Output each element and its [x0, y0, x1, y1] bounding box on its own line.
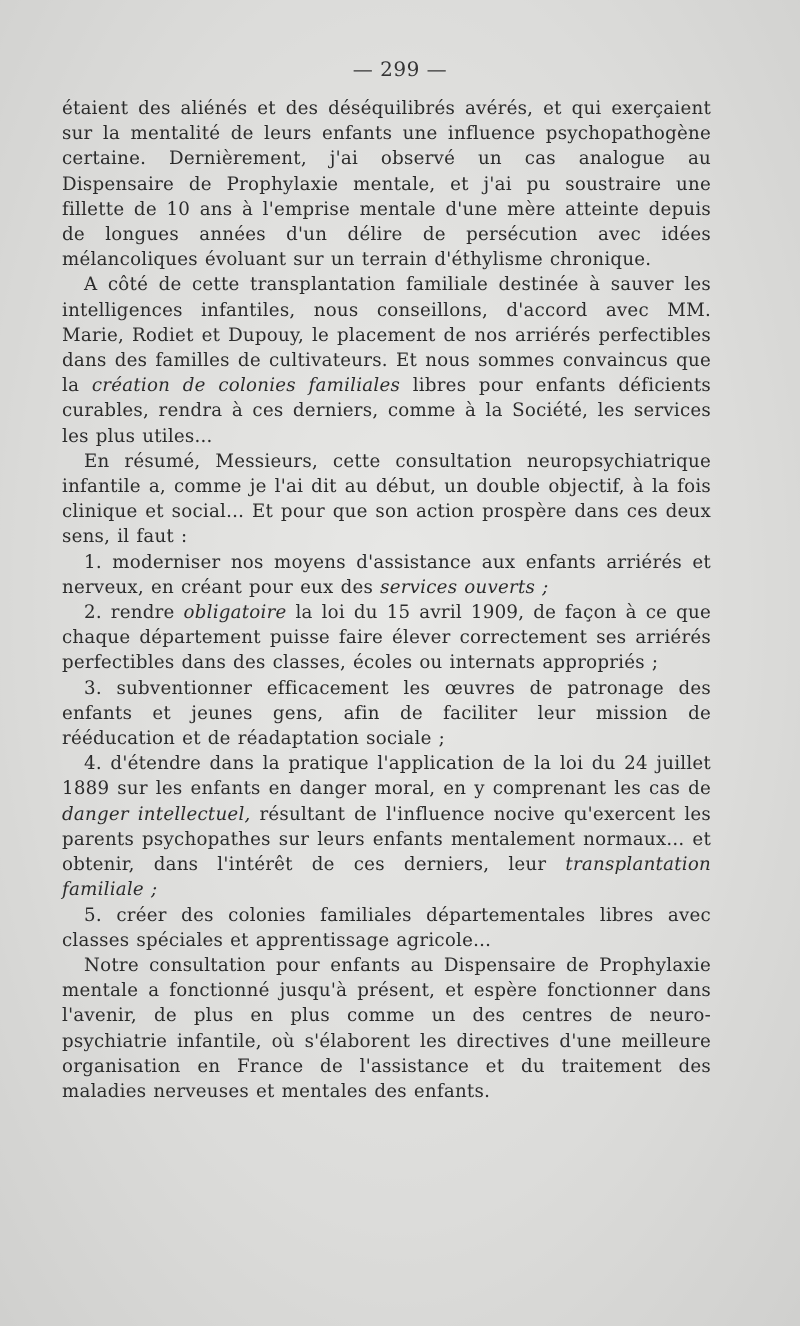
italic-segment: transplantation familiale ;	[62, 854, 711, 901]
paragraph-3	[62, 449, 711, 550]
paragraph-1	[62, 96, 711, 272]
text-segment: la loi du 15 avril 1909, de façon à ce que chaque département puisse faire élever correctement ses arriérés perfectibles dans des classes, écoles ou internats appropriés ;	[62, 602, 711, 674]
text-segment: En résumé, Messieurs, cette consultation neuropsychiatrique infantile a, comme je l'ai dit au début, un double objectif, à la fois clinique et social... Et pour que son action prospère dans ces deux sens, il faut :	[62, 450, 711, 548]
list-item-5	[62, 903, 711, 953]
page-number: — 299 —	[352, 57, 448, 81]
italic-segment: services ouverts ;	[380, 576, 549, 598]
list-item-3	[62, 676, 711, 752]
body-text	[62, 96, 711, 1104]
text-segment: libres pour enfants déficients curables, rendra à ces derniers, comme à la Société, les services les plus utiles...	[62, 375, 711, 447]
paragraph-2	[62, 272, 711, 448]
text-segment: 3. subventionner efficacement les œuvres de patronage des enfants et jeunes gens, afin de faciliter leur mission de rééducation et de réadaptation sociale ;	[62, 677, 711, 750]
paragraph-conclusion	[62, 953, 711, 1104]
italic-segment: obligatoire	[183, 602, 287, 624]
text-segment: A côté de cette transplantation familiale destinée à sauver les intelligences infantiles, nous conseillons, d'accord avec MM. Marie, Rodiet et Dupouy, le placement de nos arriérés perfectibles dans des familles de cultivateurs. Et nous sommes convaincus que la	[62, 274, 711, 397]
text-segment: 5. créer des colonies familiales départementales libres avec classes spéciales et apprentissage agricole...	[62, 904, 711, 951]
text-segment: 2. rendre	[84, 602, 184, 624]
text-segment: Notre consultation pour enfants au Dispensaire de Prophylaxie mentale a fonctionné jusqu'à présent, et espère fonctionner dans l'avenir, de plus en plus comme un des centres de neuro-psychiatrie infantile, où s'élaborent les directives d'une meilleure organisation en France de l'assistance et du traitement des maladies nerveuses et mentales des enfants.	[62, 954, 711, 1102]
text-segment: 4. d'étendre dans la pratique l'application de la loi du 24 juillet 1889 sur les enfants en danger moral, en y comprenant les cas de	[62, 753, 711, 800]
italic-segment: danger intellectuel,	[62, 803, 251, 825]
text-segment: résultant de l'influence nocive qu'exercent les parents psychopathes sur leurs enfants mentalement normaux... et obtenir, dans l'intérêt de ces derniers, leur	[62, 803, 711, 876]
list-item-2	[62, 600, 711, 676]
italic-segment: création de colonies familiales	[91, 375, 401, 397]
list-item-1	[62, 550, 711, 600]
list-item-4	[62, 751, 711, 902]
text-segment: étaient des aliénés et des déséquilibrés avérés, et qui exerçaient sur la mentalité de leurs enfants une influence psychopathogène certaine. Dernièrement, j'ai observé un cas analogue au Dispensaire de Prophylaxie mentale, et j'ai pu soustraire une fillette de 10 ans à l'emprise mentale d'une mère atteinte depuis de longues années d'un délire de persécution avec idées mélancoliques évoluant sur un terrain d'éthylisme chronique.	[62, 98, 711, 271]
text-segment: 1. moderniser nos moyens d'assistance aux enfants arriérés et nerveux, en créant pour eux des	[62, 551, 711, 598]
